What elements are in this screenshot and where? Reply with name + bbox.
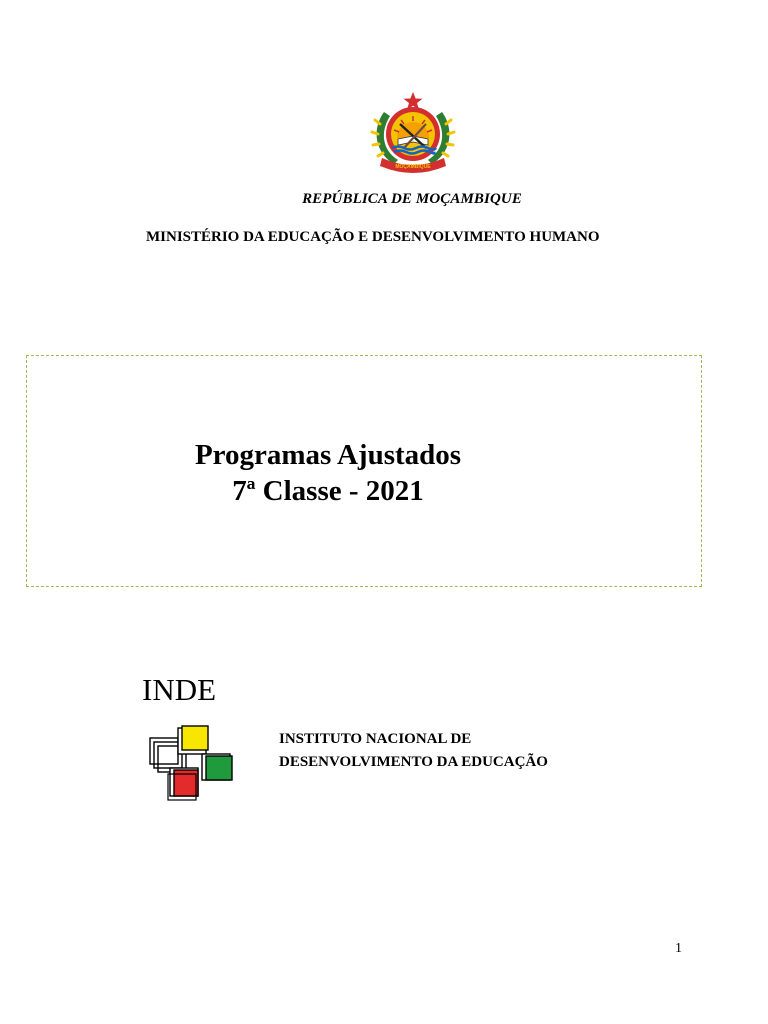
document-subtitle: 7ª Classe - 2021 <box>232 475 424 507</box>
page-number: 1 <box>675 941 682 956</box>
svg-text:MOÇAMBIQUE: MOÇAMBIQUE <box>395 164 431 170</box>
institute-name <box>279 728 548 774</box>
institute-name-line1: INSTITUTO NACIONAL DE <box>279 731 472 747</box>
document-title: Programas Ajustados <box>194 439 462 471</box>
republic-heading: REPÚBLICA DE MOÇAMBIQUE <box>302 191 522 207</box>
ministry-heading: MINISTÉRIO DA EDUCAÇÃO E DESENVOLVIMENTO HUMANO <box>146 229 600 245</box>
institute-abbreviation: INDE <box>142 672 217 707</box>
inde-logo-icon <box>148 724 240 804</box>
institute-name-line2: DESENVOLVIMENTO DA EDUCAÇÃO <box>279 754 548 770</box>
mozambique-coat-of-arms-icon <box>368 90 458 176</box>
title-box <box>26 355 702 587</box>
